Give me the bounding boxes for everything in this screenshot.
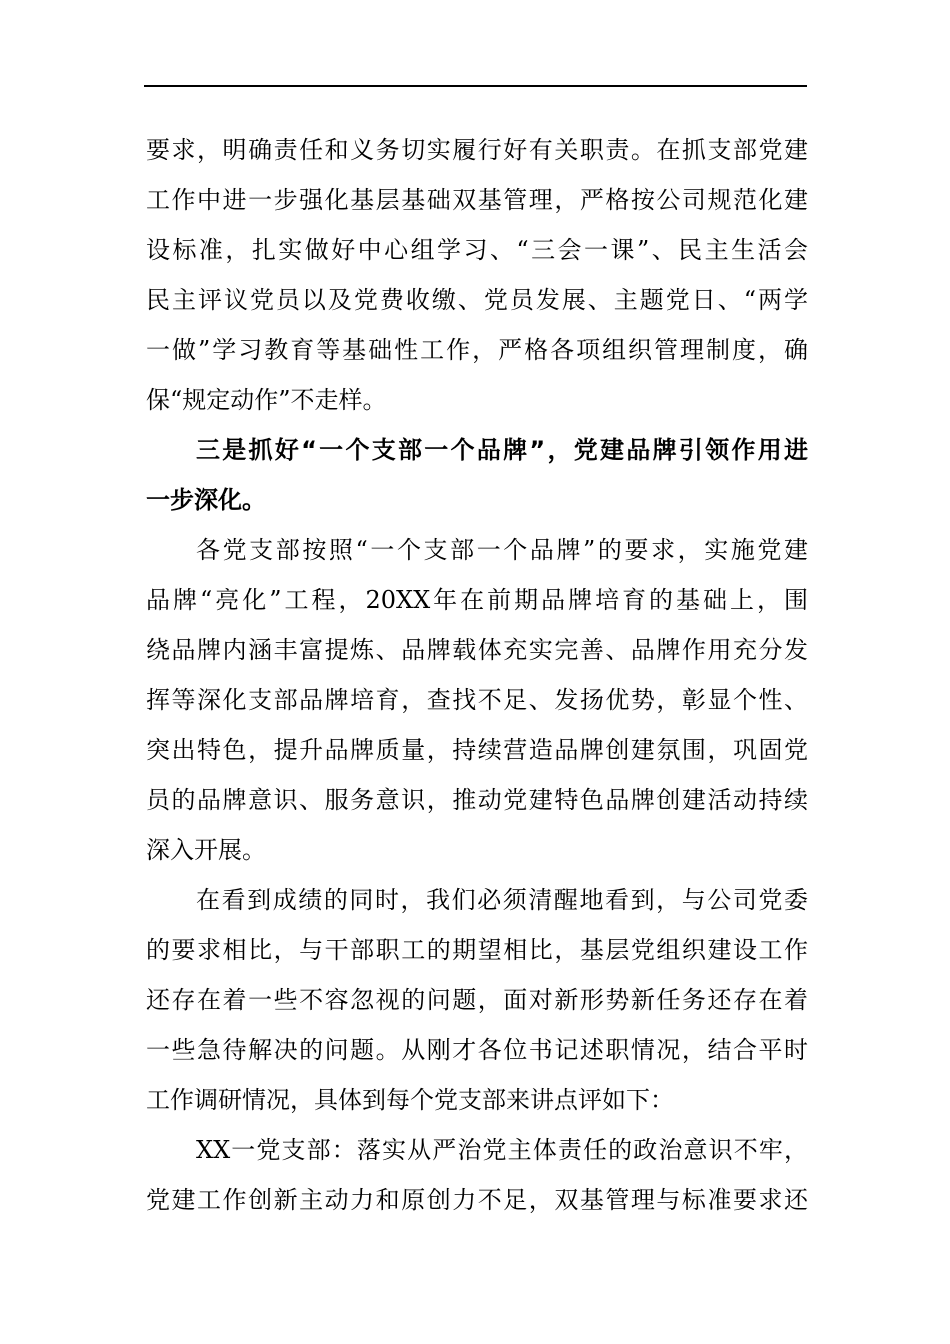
text-line: 还存在着一些不容忽视的问题，面对新形势新任务还存在着	[146, 986, 808, 1014]
paragraph-3	[146, 875, 808, 1125]
text-line: 一些急待解决的问题。从刚才各位书记述职情况，结合平时	[146, 1036, 808, 1064]
paragraph-4	[146, 1125, 808, 1225]
text-line: 工作调研情况，具体到每个党支部来讲点评如下：	[146, 1086, 674, 1114]
section-heading	[146, 425, 808, 525]
paragraph-2	[146, 525, 808, 875]
text-line: 深入开展。	[146, 836, 266, 864]
text-line: 设标准，扎实做好中心组学习、“三会一课”、民主生活会	[146, 236, 808, 264]
heading-line: 一步深化。	[146, 486, 266, 514]
text-line: 绕品牌内涵丰富提炼、品牌载体充实完善、品牌作用充分发	[146, 636, 808, 664]
text-line: 突出特色，提升品牌质量，持续营造品牌创建氛围，巩固党	[146, 736, 808, 764]
text-line: 员的品牌意识、服务意识，推动党建特色品牌创建活动持续	[146, 786, 808, 814]
text-line: 的要求相比，与干部职工的期望相比，基层党组织建设工作	[146, 936, 808, 964]
text-line: 一做”学习教育等基础性工作，严格各项组织管理制度，确	[146, 336, 808, 364]
text-line: 要求，明确责任和义务切实履行好有关职责。在抓支部党建	[146, 136, 808, 164]
paragraph-1	[146, 125, 808, 425]
text-line: 各党支部按照“一个支部一个品牌”的要求，实施党建	[196, 536, 808, 564]
heading-line: 三是抓好“一个支部一个品牌”，党建品牌引领作用进	[196, 436, 808, 464]
document-body	[146, 125, 808, 1225]
text-line: XX一党支部：落实从严治党主体责任的政治意识不牢，	[196, 1136, 808, 1164]
text-line: 民主评议党员以及党费收缴、党员发展、主题党日、“两学	[146, 286, 808, 314]
text-line: 工作中进一步强化基层基础双基管理，严格按公司规范化建	[146, 186, 808, 214]
header-rule	[144, 85, 807, 87]
text-line: 保“规定动作”不走样。	[146, 386, 387, 414]
text-line: 品牌“亮化”工程，20XX年在前期品牌培育的基础上，围	[146, 586, 808, 614]
text-line: 挥等深化支部品牌培育，查找不足、发扬优势，彰显个性、	[146, 686, 808, 714]
text-line: 在看到成绩的同时，我们必须清醒地看到，与公司党委	[196, 886, 808, 914]
text-line: 党建工作创新主动力和原创力不足，双基管理与标准要求还	[146, 1186, 808, 1214]
